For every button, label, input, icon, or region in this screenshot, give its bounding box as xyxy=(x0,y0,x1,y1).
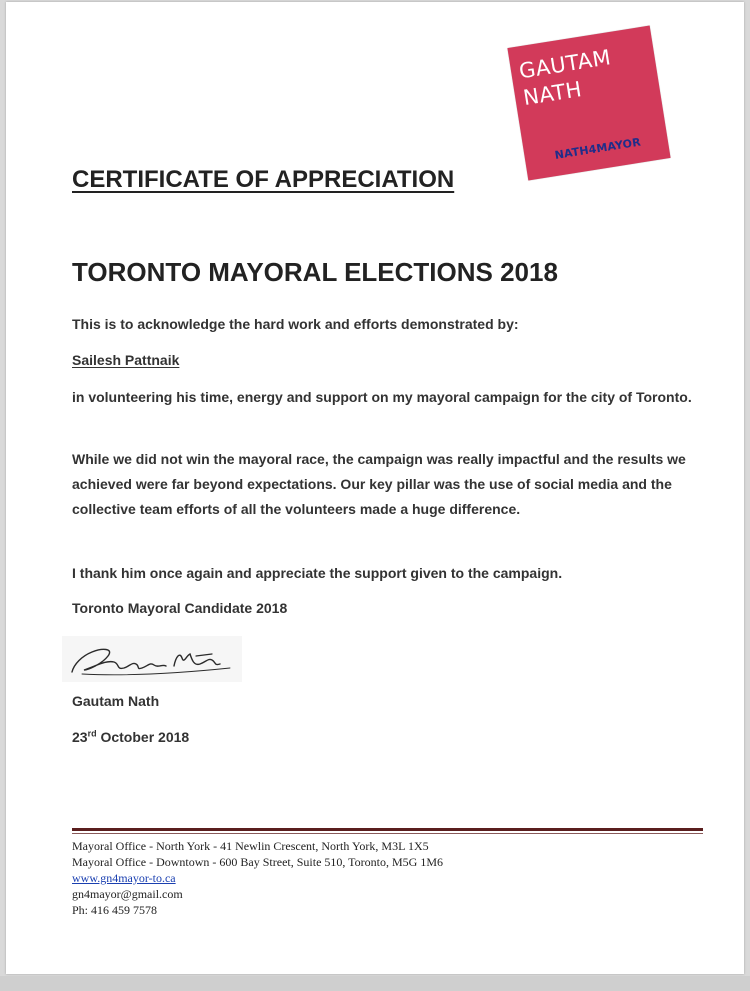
paragraph-thanks: I thank him once again and appreciate the support given to the campaign. xyxy=(72,565,563,581)
footer-divider xyxy=(72,828,703,831)
candidate-line: Toronto Mayoral Candidate 2018 xyxy=(72,600,288,616)
website-link[interactable]: www.gn4mayor-to.ca xyxy=(72,871,176,885)
certificate-date xyxy=(72,725,712,750)
footer-contact xyxy=(72,838,443,918)
email-address: gn4mayor@gmail.com xyxy=(72,887,183,901)
campaign-stamp xyxy=(507,26,670,181)
footer-divider-thin xyxy=(72,833,703,834)
certificate-title: CERTIFICATE OF APPRECIATION xyxy=(72,166,455,193)
stamp-tag: NATH4MAYOR xyxy=(553,135,642,162)
date-day: 23 xyxy=(72,729,88,745)
signature-icon xyxy=(62,636,242,682)
paragraph-volunteering: in volunteering his time, energy and support on my mayoral campaign for the city of Toronto. xyxy=(72,389,692,405)
volunteer-name: Sailesh Pattnaik xyxy=(72,352,180,368)
volunteer-line xyxy=(72,348,712,373)
date-suffix: rd xyxy=(87,728,97,739)
phone-number: Ph: 416 459 7578 xyxy=(72,903,158,917)
date-month-year: October 2018 xyxy=(96,729,190,745)
election-heading: TORONTO MAYORAL ELECTIONS 2018 xyxy=(72,257,558,287)
signature xyxy=(62,636,242,682)
office-downtown: Mayoral Office - Downtown - 600 Bay Street, Suite 510, Toronto, M5G 1M6 xyxy=(72,855,444,869)
paragraph-results: While we did not win the mayoral race, the campaign was really impactful and the results we achieved were far beyond expectations. Our key pillar was the use of social media and the collective team efforts of all the volunteers made a huge difference. xyxy=(72,451,686,517)
certificate-page xyxy=(6,2,744,974)
office-north-york: Mayoral Office - North York - 41 Newlin Crescent, North York, M3L 1X5 xyxy=(72,839,429,853)
stamp-name: GAUTAM NATH xyxy=(517,45,613,111)
signer-name: Gautam Nath xyxy=(72,693,160,709)
intro-text: This is to acknowledge the hard work and efforts demonstrated by: xyxy=(72,316,519,332)
viewer-bottom-strip xyxy=(0,976,750,991)
